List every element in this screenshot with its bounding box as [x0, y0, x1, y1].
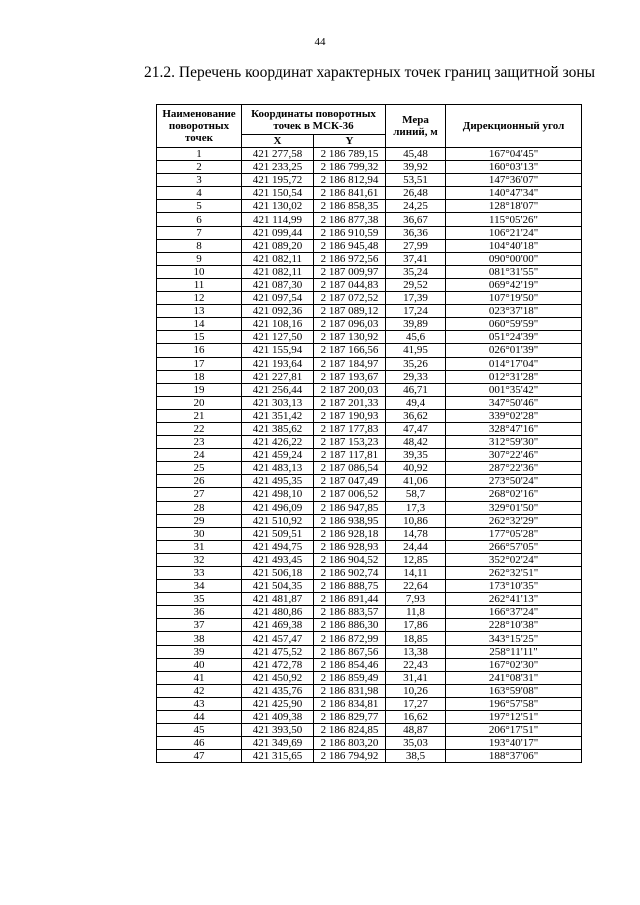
cell-measure: 7,93 [386, 593, 446, 606]
cell-measure: 17,39 [386, 292, 446, 305]
cell-x: 421 481,87 [242, 593, 314, 606]
table-row [157, 750, 582, 763]
cell-x: 421 509,51 [242, 527, 314, 540]
cell-y: 2 187 096,03 [314, 318, 386, 331]
cell-measure: 47,47 [386, 422, 446, 435]
table-row [157, 619, 582, 632]
cell-measure: 24,25 [386, 200, 446, 213]
cell-measure: 35,03 [386, 737, 446, 750]
cell-angle: 001°35'42" [446, 383, 582, 396]
cell-x: 421 483,13 [242, 462, 314, 475]
cell-measure: 35,24 [386, 265, 446, 278]
cell-measure: 58,7 [386, 488, 446, 501]
cell-measure: 37,41 [386, 252, 446, 265]
cell-measure: 38,5 [386, 750, 446, 763]
cell-measure: 36,62 [386, 409, 446, 422]
table-row [157, 527, 582, 540]
cell-y: 2 187 130,92 [314, 331, 386, 344]
cell-measure: 46,71 [386, 383, 446, 396]
cell-angle: 262°32'29" [446, 514, 582, 527]
cell-x: 421 082,11 [242, 265, 314, 278]
header-x: X [242, 135, 314, 148]
table-row [157, 278, 582, 291]
cell-measure: 17,3 [386, 501, 446, 514]
cell-point: 13 [157, 305, 242, 318]
cell-angle: 177°05'28" [446, 527, 582, 540]
cell-x: 421 469,38 [242, 619, 314, 632]
cell-angle: 273°50'24" [446, 475, 582, 488]
cell-x: 421 506,18 [242, 567, 314, 580]
cell-measure: 10,26 [386, 684, 446, 697]
cell-point: 44 [157, 711, 242, 724]
table-row [157, 475, 582, 488]
cell-y: 2 186 972,56 [314, 252, 386, 265]
cell-point: 37 [157, 619, 242, 632]
table-row [157, 174, 582, 187]
cell-measure: 39,35 [386, 449, 446, 462]
cell-x: 421 087,30 [242, 278, 314, 291]
cell-angle: 160°03'13" [446, 161, 582, 174]
table-row [157, 567, 582, 580]
cell-point: 42 [157, 684, 242, 697]
cell-measure: 41,06 [386, 475, 446, 488]
table-row [157, 436, 582, 449]
cell-angle: 193°40'17" [446, 737, 582, 750]
cell-measure: 48,87 [386, 724, 446, 737]
cell-point: 35 [157, 593, 242, 606]
cell-y: 2 186 872,99 [314, 632, 386, 645]
cell-angle: 328°47'16" [446, 422, 582, 435]
cell-y: 2 186 812,94 [314, 174, 386, 187]
cell-y: 2 187 089,12 [314, 305, 386, 318]
cell-x: 421 475,52 [242, 645, 314, 658]
table-body [157, 148, 582, 763]
cell-point: 17 [157, 357, 242, 370]
cell-angle: 352°02'24" [446, 553, 582, 566]
cell-angle: 197°12'51" [446, 711, 582, 724]
cell-x: 421 393,50 [242, 724, 314, 737]
cell-y: 2 186 867,56 [314, 645, 386, 658]
cell-angle: 167°04'45" [446, 148, 582, 161]
cell-x: 421 495,35 [242, 475, 314, 488]
cell-point: 29 [157, 514, 242, 527]
cell-angle: 060°59'59" [446, 318, 582, 331]
cell-x: 421 351,42 [242, 409, 314, 422]
cell-angle: 104°40'18" [446, 239, 582, 252]
cell-angle: 173°10'35" [446, 580, 582, 593]
cell-y: 2 186 829,77 [314, 711, 386, 724]
table-row [157, 488, 582, 501]
cell-x: 421 114,99 [242, 213, 314, 226]
cell-angle: 307°22'46" [446, 449, 582, 462]
cell-measure: 27,99 [386, 239, 446, 252]
cell-y: 2 186 888,75 [314, 580, 386, 593]
table-row [157, 239, 582, 252]
header-line-measure: Мера линий, м [386, 105, 446, 148]
cell-y: 2 187 184,97 [314, 357, 386, 370]
cell-point: 28 [157, 501, 242, 514]
cell-point: 2 [157, 161, 242, 174]
cell-angle: 051°24'39" [446, 331, 582, 344]
cell-x: 421 193,64 [242, 357, 314, 370]
cell-x: 421 256,44 [242, 383, 314, 396]
cell-point: 23 [157, 436, 242, 449]
table-row [157, 331, 582, 344]
cell-x: 421 099,44 [242, 226, 314, 239]
cell-angle: 140°47'34" [446, 187, 582, 200]
cell-point: 36 [157, 606, 242, 619]
cell-point: 9 [157, 252, 242, 265]
cell-y: 2 186 831,98 [314, 684, 386, 697]
cell-x: 421 127,50 [242, 331, 314, 344]
cell-angle: 339°02'28" [446, 409, 582, 422]
cell-point: 34 [157, 580, 242, 593]
cell-x: 421 233,25 [242, 161, 314, 174]
cell-point: 31 [157, 540, 242, 553]
cell-x: 421 349,69 [242, 737, 314, 750]
cell-angle: 312°59'30" [446, 436, 582, 449]
cell-angle: 258°11'11" [446, 645, 582, 658]
cell-point: 11 [157, 278, 242, 291]
table-row [157, 671, 582, 684]
cell-measure: 14,78 [386, 527, 446, 540]
cell-y: 2 186 841,61 [314, 187, 386, 200]
table-row [157, 357, 582, 370]
cell-y: 2 186 947,85 [314, 501, 386, 514]
table-row [157, 396, 582, 409]
cell-point: 15 [157, 331, 242, 344]
cell-x: 421 092,36 [242, 305, 314, 318]
table-row [157, 514, 582, 527]
cell-angle: 069°42'19" [446, 278, 582, 291]
cell-y: 2 187 009,97 [314, 265, 386, 278]
cell-measure: 11,8 [386, 606, 446, 619]
cell-angle: 090°00'00" [446, 252, 582, 265]
cell-angle: 196°57'58" [446, 697, 582, 710]
cell-x: 421 472,78 [242, 658, 314, 671]
cell-x: 421 457,47 [242, 632, 314, 645]
cell-point: 6 [157, 213, 242, 226]
cell-y: 2 187 047,49 [314, 475, 386, 488]
table-row [157, 265, 582, 278]
table-row [157, 318, 582, 331]
cell-x: 421 315,65 [242, 750, 314, 763]
cell-measure: 36,36 [386, 226, 446, 239]
cell-angle: 188°37'06" [446, 750, 582, 763]
cell-angle: 228°10'38" [446, 619, 582, 632]
coordinates-table [156, 104, 582, 763]
cell-y: 2 186 938,95 [314, 514, 386, 527]
cell-x: 421 108,16 [242, 318, 314, 331]
cell-measure: 39,92 [386, 161, 446, 174]
cell-y: 2 186 904,52 [314, 553, 386, 566]
table-row [157, 606, 582, 619]
cell-measure: 18,85 [386, 632, 446, 645]
table-row [157, 724, 582, 737]
cell-x: 421 227,81 [242, 370, 314, 383]
table-row [157, 593, 582, 606]
cell-angle: 115°05'26" [446, 213, 582, 226]
cell-measure: 49,4 [386, 396, 446, 409]
cell-y: 2 186 928,18 [314, 527, 386, 540]
table-row [157, 187, 582, 200]
page-number: 44 [314, 36, 326, 48]
cell-point: 24 [157, 449, 242, 462]
cell-measure: 22,43 [386, 658, 446, 671]
cell-measure: 39,89 [386, 318, 446, 331]
cell-measure: 53,51 [386, 174, 446, 187]
cell-measure: 26,48 [386, 187, 446, 200]
cell-angle: 329°01'50" [446, 501, 582, 514]
cell-measure: 36,67 [386, 213, 446, 226]
cell-point: 19 [157, 383, 242, 396]
cell-measure: 48,42 [386, 436, 446, 449]
cell-y: 2 186 799,32 [314, 161, 386, 174]
cell-point: 7 [157, 226, 242, 239]
table-row [157, 632, 582, 645]
table-row [157, 292, 582, 305]
header-coordinates: Координаты поворотных точек в МСК-36 [242, 105, 386, 135]
cell-measure: 12,85 [386, 553, 446, 566]
cell-angle: 012°31'28" [446, 370, 582, 383]
cell-angle: 206°17'51" [446, 724, 582, 737]
cell-measure: 10,86 [386, 514, 446, 527]
cell-point: 45 [157, 724, 242, 737]
table-row [157, 540, 582, 553]
cell-y: 2 186 859,49 [314, 671, 386, 684]
cell-y: 2 186 854,46 [314, 658, 386, 671]
cell-point: 38 [157, 632, 242, 645]
table-row [157, 553, 582, 566]
cell-x: 421 150,54 [242, 187, 314, 200]
cell-y: 2 186 858,35 [314, 200, 386, 213]
cell-angle: 081°31'55" [446, 265, 582, 278]
cell-measure: 45,48 [386, 148, 446, 161]
cell-y: 2 186 834,81 [314, 697, 386, 710]
table-row [157, 501, 582, 514]
table-row [157, 161, 582, 174]
cell-x: 421 277,58 [242, 148, 314, 161]
cell-point: 30 [157, 527, 242, 540]
cell-measure: 14,11 [386, 567, 446, 580]
cell-measure: 29,52 [386, 278, 446, 291]
cell-x: 421 425,90 [242, 697, 314, 710]
cell-y: 2 186 803,20 [314, 737, 386, 750]
cell-angle: 262°32'51" [446, 567, 582, 580]
table-row [157, 462, 582, 475]
cell-point: 1 [157, 148, 242, 161]
cell-measure: 17,24 [386, 305, 446, 318]
cell-x: 421 155,94 [242, 344, 314, 357]
cell-point: 32 [157, 553, 242, 566]
table-row [157, 697, 582, 710]
cell-y: 2 186 902,74 [314, 567, 386, 580]
cell-point: 39 [157, 645, 242, 658]
cell-y: 2 186 928,93 [314, 540, 386, 553]
cell-x: 421 498,10 [242, 488, 314, 501]
cell-point: 26 [157, 475, 242, 488]
cell-measure: 16,62 [386, 711, 446, 724]
cell-y: 2 187 177,83 [314, 422, 386, 435]
cell-x: 421 494,75 [242, 540, 314, 553]
cell-x: 421 426,22 [242, 436, 314, 449]
cell-x: 421 130,02 [242, 200, 314, 213]
cell-x: 421 459,24 [242, 449, 314, 462]
cell-point: 10 [157, 265, 242, 278]
cell-point: 33 [157, 567, 242, 580]
table-row [157, 645, 582, 658]
cell-measure: 40,92 [386, 462, 446, 475]
cell-point: 40 [157, 658, 242, 671]
cell-x: 421 195,72 [242, 174, 314, 187]
table-row [157, 383, 582, 396]
cell-measure: 29,33 [386, 370, 446, 383]
cell-point: 21 [157, 409, 242, 422]
table-row [157, 658, 582, 671]
table-row [157, 213, 582, 226]
cell-point: 3 [157, 174, 242, 187]
cell-y: 2 186 945,48 [314, 239, 386, 252]
cell-angle: 026°01'39" [446, 344, 582, 357]
cell-x: 421 496,09 [242, 501, 314, 514]
table-row [157, 148, 582, 161]
header-y: Y [314, 135, 386, 148]
cell-y: 2 187 166,56 [314, 344, 386, 357]
cell-y: 2 187 072,52 [314, 292, 386, 305]
cell-angle: 107°19'50" [446, 292, 582, 305]
cell-measure: 22,64 [386, 580, 446, 593]
table-row [157, 305, 582, 318]
table-row [157, 737, 582, 750]
cell-x: 421 385,62 [242, 422, 314, 435]
cell-point: 16 [157, 344, 242, 357]
cell-point: 5 [157, 200, 242, 213]
cell-y: 2 186 886,30 [314, 619, 386, 632]
cell-x: 421 082,11 [242, 252, 314, 265]
cell-measure: 41,95 [386, 344, 446, 357]
cell-point: 46 [157, 737, 242, 750]
cell-measure: 24,44 [386, 540, 446, 553]
table-row [157, 409, 582, 422]
cell-angle: 014°17'04" [446, 357, 582, 370]
cell-measure: 17,86 [386, 619, 446, 632]
cell-y: 2 187 190,93 [314, 409, 386, 422]
cell-angle: 268°02'16" [446, 488, 582, 501]
cell-y: 2 186 794,92 [314, 750, 386, 763]
cell-y: 2 187 153,23 [314, 436, 386, 449]
cell-x: 421 435,76 [242, 684, 314, 697]
cell-y: 2 186 891,44 [314, 593, 386, 606]
header-point-name: Наименование поворотных точек [157, 105, 242, 148]
table-row [157, 711, 582, 724]
cell-y: 2 187 006,52 [314, 488, 386, 501]
cell-measure: 35,26 [386, 357, 446, 370]
table-row [157, 252, 582, 265]
cell-measure: 17,27 [386, 697, 446, 710]
cell-y: 2 186 877,38 [314, 213, 386, 226]
cell-point: 14 [157, 318, 242, 331]
header-direction-angle: Дирекционный угол [446, 105, 582, 148]
table-row [157, 580, 582, 593]
cell-angle: 287°22'36" [446, 462, 582, 475]
cell-angle: 166°37'24" [446, 606, 582, 619]
table-row [157, 684, 582, 697]
cell-angle: 106°21'24" [446, 226, 582, 239]
cell-angle: 023°37'18" [446, 305, 582, 318]
cell-y: 2 186 824,85 [314, 724, 386, 737]
table-row [157, 226, 582, 239]
cell-point: 18 [157, 370, 242, 383]
cell-measure: 13,38 [386, 645, 446, 658]
table-row [157, 449, 582, 462]
cell-y: 2 186 883,57 [314, 606, 386, 619]
cell-point: 41 [157, 671, 242, 684]
cell-angle: 266°57'05" [446, 540, 582, 553]
cell-angle: 163°59'08" [446, 684, 582, 697]
cell-angle: 347°50'46" [446, 396, 582, 409]
cell-point: 43 [157, 697, 242, 710]
table-row [157, 422, 582, 435]
cell-point: 12 [157, 292, 242, 305]
cell-y: 2 187 044,83 [314, 278, 386, 291]
cell-angle: 241°08'31" [446, 671, 582, 684]
cell-x: 421 450,92 [242, 671, 314, 684]
cell-point: 27 [157, 488, 242, 501]
cell-x: 421 493,45 [242, 553, 314, 566]
cell-x: 421 504,35 [242, 580, 314, 593]
cell-angle: 128°18'07" [446, 200, 582, 213]
section-title: 21.2. Перечень координат характерных точек границ защитной зоны [144, 64, 596, 81]
cell-y: 2 187 200,03 [314, 383, 386, 396]
cell-x: 421 409,38 [242, 711, 314, 724]
cell-x: 421 089,20 [242, 239, 314, 252]
cell-angle: 167°02'30" [446, 658, 582, 671]
cell-angle: 147°36'07" [446, 174, 582, 187]
cell-point: 47 [157, 750, 242, 763]
cell-y: 2 186 910,59 [314, 226, 386, 239]
cell-point: 22 [157, 422, 242, 435]
cell-point: 8 [157, 239, 242, 252]
cell-y: 2 187 086,54 [314, 462, 386, 475]
cell-x: 421 510,92 [242, 514, 314, 527]
table-row [157, 344, 582, 357]
cell-x: 421 303,13 [242, 396, 314, 409]
cell-point: 4 [157, 187, 242, 200]
cell-angle: 262°41'13" [446, 593, 582, 606]
cell-measure: 31,41 [386, 671, 446, 684]
cell-x: 421 480,86 [242, 606, 314, 619]
cell-measure: 45,6 [386, 331, 446, 344]
cell-angle: 343°15'25" [446, 632, 582, 645]
cell-y: 2 186 789,15 [314, 148, 386, 161]
cell-y: 2 187 117,81 [314, 449, 386, 462]
cell-x: 421 097,54 [242, 292, 314, 305]
cell-point: 20 [157, 396, 242, 409]
table-row [157, 370, 582, 383]
cell-point: 25 [157, 462, 242, 475]
cell-y: 2 187 193,67 [314, 370, 386, 383]
cell-y: 2 187 201,33 [314, 396, 386, 409]
table-row [157, 200, 582, 213]
